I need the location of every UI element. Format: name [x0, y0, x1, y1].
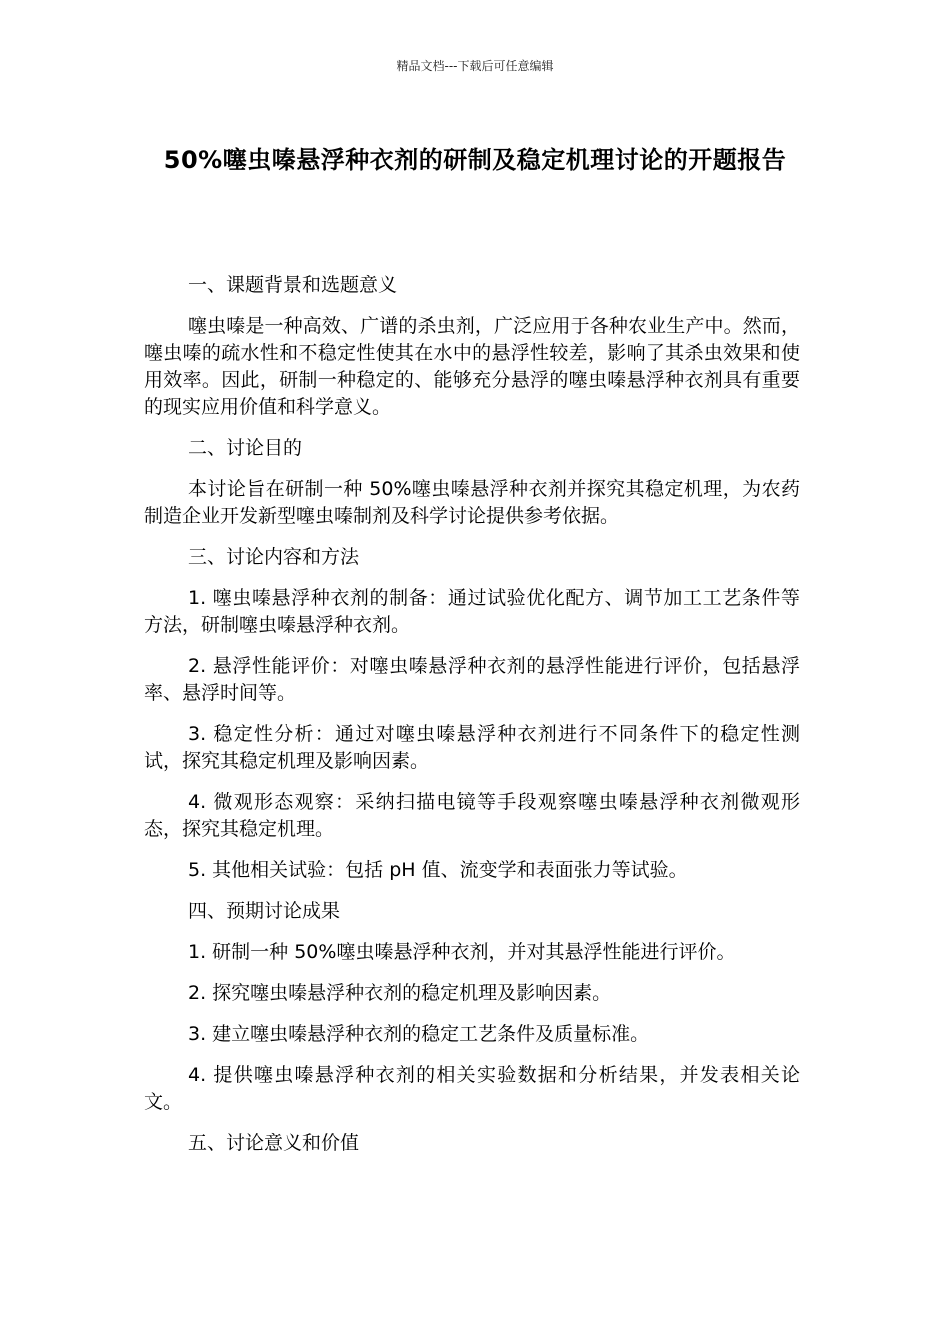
document-body — [144, 272, 800, 1171]
list-item-result-1: 1. 研制一种 50%噻虫嗪悬浮种衣剂，并对其悬浮性能进行评价。 — [188, 941, 736, 963]
list-item-method-5: 5. 其他相关试验：包括 pH 值、流变学和表面张力等试验。 — [188, 859, 688, 881]
section-heading-content-methods: 三、讨论内容和方法 — [188, 546, 360, 568]
section-heading-expected-results: 四、预期讨论成果 — [188, 900, 341, 922]
section-heading-significance: 五、讨论意义和价值 — [188, 1132, 360, 1154]
header-note: 精品文档---下载后可任意编辑 — [396, 59, 554, 73]
section-heading-purpose: 二、讨论目的 — [188, 437, 303, 459]
list-item-method-1: 1. 噻虫嗪悬浮种衣剂的制备：通过试验优化配方、调节加工工艺条件等方法，研制噻虫嗪悬浮种衣剂。 — [144, 587, 800, 636]
list-item-result-2: 2. 探究噻虫嗪悬浮种衣剂的稳定机理及影响因素。 — [188, 982, 612, 1004]
section-heading-background: 一、课题背景和选题意义 — [188, 274, 398, 296]
list-item-method-4: 4. 微观形态观察：采纳扫描电镜等手段观察噻虫嗪悬浮种衣剂微观形态，探究其稳定机理。 — [144, 791, 800, 840]
document-title: 50%噻虫嗪悬浮种衣剂的研制及稳定机理讨论的开题报告 — [163, 146, 787, 174]
paragraph-background: 噻虫嗪是一种高效、广谱的杀虫剂，广泛应用于各种农业生产中。然而，噻虫嗪的疏水性和不稳定性使其在水中的悬浮性较差，影响了其杀虫效果和使用效率。因此，研制一种稳定的、能够充分悬浮的噻虫嗪悬浮种衣剂具有重要的现实应用价值和科学意义。 — [144, 315, 800, 418]
list-item-result-4: 4. 提供噻虫嗪悬浮种衣剂的相关实验数据和分析结果，并发表相关论文。 — [144, 1064, 800, 1113]
list-item-method-3: 3. 稳定性分析：通过对噻虫嗪悬浮种衣剂进行不同条件下的稳定性测试，探究其稳定机理及影响因素。 — [144, 723, 800, 772]
list-item-method-2: 2. 悬浮性能评价：对噻虫嗪悬浮种衣剂的悬浮性能进行评价，包括悬浮率、悬浮时间等。 — [144, 655, 800, 704]
paragraph-purpose: 本讨论旨在研制一种 50%噻虫嗪悬浮种衣剂并探究其稳定机理，为农药制造企业开发新型噻虫嗪制剂及科学讨论提供参考依据。 — [144, 478, 800, 527]
list-item-result-3: 3. 建立噻虫嗪悬浮种衣剂的稳定工艺条件及质量标准。 — [188, 1023, 650, 1045]
